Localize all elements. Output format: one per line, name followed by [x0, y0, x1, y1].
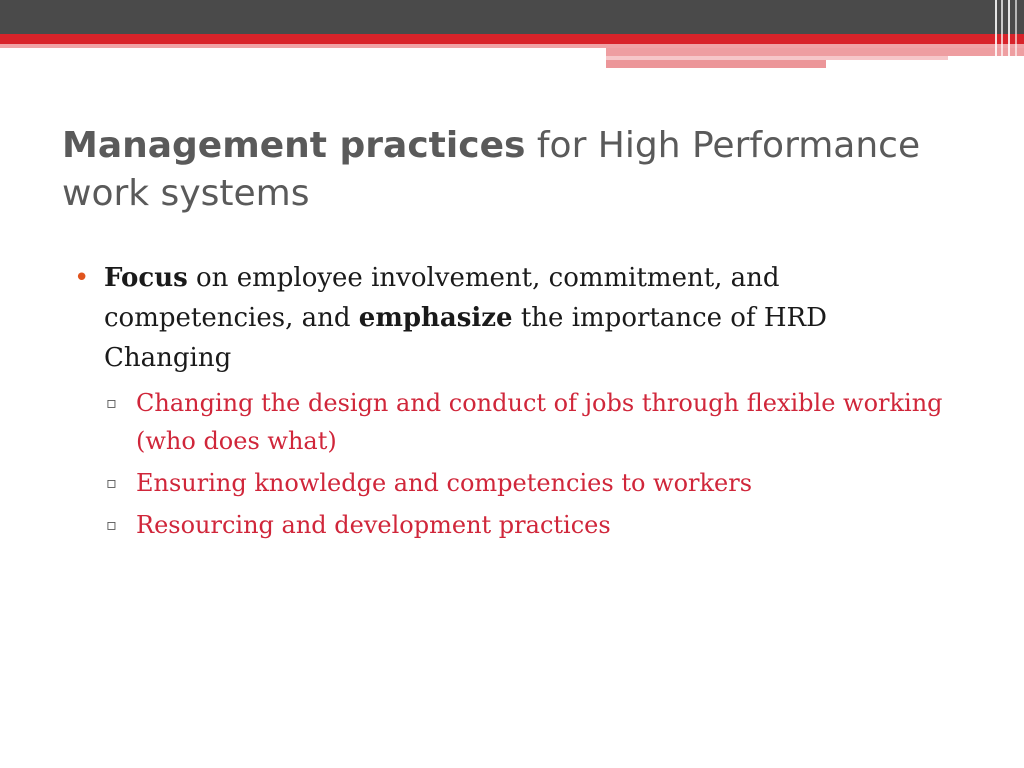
slide-title-rest: for High Performance work systems: [62, 125, 921, 214]
bullet-bold-focus: Focus: [104, 263, 188, 293]
sub-bullet-text: Changing the design and conduct of jobs through flexible working (who does what): [136, 389, 943, 455]
sub-bullet-item: [74, 384, 954, 460]
header-red-band: [0, 34, 1024, 44]
header-vertical-line: [1008, 0, 1010, 72]
square-bullet-icon: ▫: [106, 393, 117, 412]
square-bullet-icon: ▫: [106, 515, 117, 534]
bullet-bold-emphasize: emphasize: [358, 303, 513, 333]
sub-bullet-item: [74, 506, 954, 544]
bullet-dot-icon: •: [74, 263, 90, 293]
header-vertical-line: [1015, 0, 1017, 72]
bullet-text: on employee involvement, commitment, and competencies, and: [104, 263, 780, 333]
slide-title: [62, 122, 962, 218]
slide-body: [74, 258, 954, 548]
bullet-item: [74, 258, 954, 378]
header-accent-stripe: [606, 60, 826, 68]
header-vertical-line: [1001, 0, 1003, 72]
sub-bullet-text: Resourcing and development practices: [136, 511, 611, 539]
sub-bullet-text: Ensuring knowledge and competencies to workers: [136, 469, 753, 497]
sub-bullet-item: [74, 464, 954, 502]
sub-bullet-list: [74, 384, 954, 544]
square-bullet-icon: ▫: [106, 473, 117, 492]
header-accent-stripe: [606, 48, 1024, 56]
header-vertical-line: [995, 0, 997, 72]
header-decoration: [0, 0, 1024, 72]
bullet-text: the importance of HRD Changing: [104, 303, 827, 373]
header-dark-band: [0, 0, 1024, 34]
slide-title-bold: Management practices: [62, 125, 526, 166]
